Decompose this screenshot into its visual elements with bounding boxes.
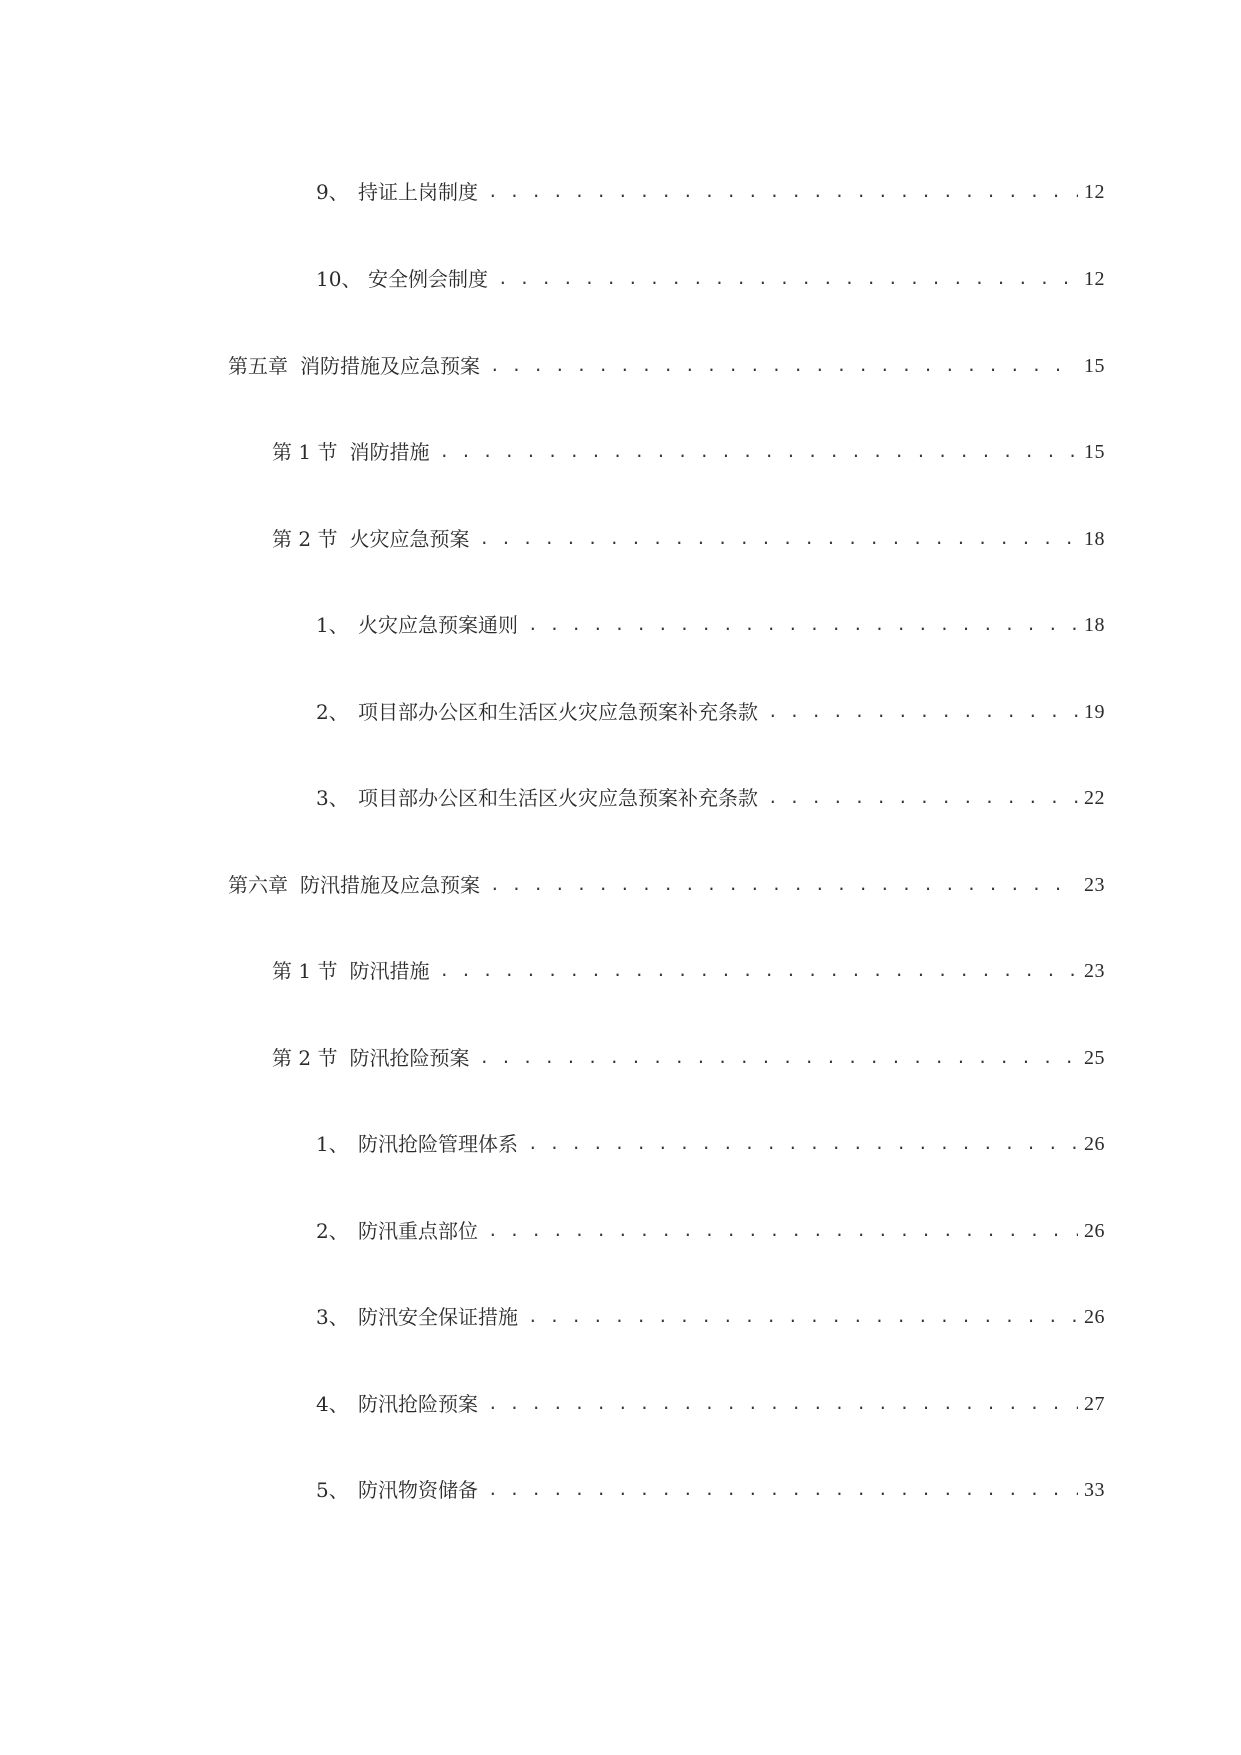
toc-dot-leader <box>488 177 1078 207</box>
toc-dot-leader <box>490 870 1078 900</box>
toc-entry-number: 3、 <box>316 786 349 810</box>
toc-dot-leader <box>439 437 1078 467</box>
toc-entry-number: 9、 <box>316 180 349 204</box>
toc-entry-title: 项目部办公区和生活区火灾应急预案补充条款 <box>358 786 758 810</box>
toc-dot-leader <box>528 1129 1078 1159</box>
toc-entry[interactable] <box>316 1389 1105 1419</box>
toc-entry-number: 第 2 节 <box>272 1046 338 1070</box>
toc-entry-number: 第五章 <box>228 354 288 378</box>
toc-page-number: 27 <box>1084 1393 1105 1415</box>
toc-dot-leader <box>768 697 1078 727</box>
toc-page-number: 26 <box>1084 1306 1105 1328</box>
toc-entry[interactable] <box>316 1216 1105 1246</box>
toc-entry[interactable] <box>272 437 1105 467</box>
toc-entry-number: 第 1 节 <box>272 440 338 464</box>
toc-entry-title: 持证上岗制度 <box>358 180 478 204</box>
toc-entry-number: 3、 <box>316 1305 349 1329</box>
toc-dot-leader <box>490 351 1078 381</box>
toc-page-number: 25 <box>1084 1047 1105 1069</box>
toc-entry-number: 1、 <box>316 1132 349 1156</box>
toc-entry-title: 安全例会制度 <box>368 267 488 291</box>
toc-entry[interactable] <box>316 1129 1105 1159</box>
toc-entry-title: 防汛物资储备 <box>358 1478 478 1502</box>
toc-entry-number: 第六章 <box>228 873 288 897</box>
toc-entry[interactable] <box>316 783 1105 813</box>
toc-entry-number: 2、 <box>316 1219 349 1243</box>
toc-page-number: 18 <box>1084 528 1105 550</box>
toc-entry-number: 4、 <box>316 1392 349 1416</box>
toc-entry-title: 项目部办公区和生活区火灾应急预案补充条款 <box>358 700 758 724</box>
toc-entry[interactable] <box>316 1475 1105 1505</box>
toc-entry[interactable] <box>316 264 1105 294</box>
toc-entry[interactable] <box>272 524 1105 554</box>
toc-entry-title: 防汛安全保证措施 <box>358 1305 518 1329</box>
toc-dot-leader <box>498 264 1078 294</box>
toc-entry-title: 防汛措施及应急预案 <box>300 873 480 897</box>
toc-entry[interactable] <box>316 697 1105 727</box>
toc-page-number: 19 <box>1084 701 1105 723</box>
toc-entry[interactable] <box>316 177 1105 207</box>
toc-entry-title: 火灾应急预案 <box>349 527 470 551</box>
toc-entry-title: 防汛抢险预案 <box>358 1392 478 1416</box>
toc-dot-leader <box>479 1043 1078 1073</box>
toc-page-number: 33 <box>1084 1479 1105 1501</box>
toc-dot-leader <box>768 783 1078 813</box>
toc-entry[interactable] <box>272 956 1105 986</box>
toc-page-number: 23 <box>1084 874 1105 896</box>
toc-entry-title: 防汛措施 <box>349 959 430 983</box>
toc-page-number: 15 <box>1084 441 1105 463</box>
toc-entry-number: 2、 <box>316 700 349 724</box>
toc-page-number: 26 <box>1084 1220 1105 1242</box>
toc-dot-leader <box>488 1216 1078 1246</box>
toc-entry[interactable] <box>228 351 1105 381</box>
toc-entry-title: 消防措施 <box>349 440 430 464</box>
toc-dot-leader <box>479 524 1078 554</box>
toc-entry-title: 防汛抢险预案 <box>349 1046 470 1070</box>
toc-entry-title: 火灾应急预案通则 <box>358 613 518 637</box>
toc-page-number: 12 <box>1084 181 1105 203</box>
toc-entry-number: 第 1 节 <box>272 959 338 983</box>
toc-entry-number: 5、 <box>316 1478 349 1502</box>
toc-dot-leader <box>528 610 1078 640</box>
toc-dot-leader <box>528 1302 1078 1332</box>
toc-page-number: 18 <box>1084 614 1105 636</box>
toc-entry-title: 消防措施及应急预案 <box>300 354 480 378</box>
toc-dot-leader <box>488 1475 1078 1505</box>
toc-entry[interactable] <box>316 1302 1105 1332</box>
toc-entry-number: 1、 <box>316 613 349 637</box>
toc-entry-title: 防汛抢险管理体系 <box>358 1132 518 1156</box>
toc-entry-title: 防汛重点部位 <box>358 1219 478 1243</box>
toc-entry[interactable] <box>228 870 1105 900</box>
toc-page-number: 12 <box>1084 268 1105 290</box>
toc-entry[interactable] <box>272 1043 1105 1073</box>
toc-dot-leader <box>439 956 1078 986</box>
toc-entry[interactable] <box>316 610 1105 640</box>
toc-page-number: 22 <box>1084 787 1105 809</box>
toc-page-number: 23 <box>1084 960 1105 982</box>
toc-entry-number: 10、 <box>316 267 362 291</box>
toc-entry-number: 第 2 节 <box>272 527 338 551</box>
toc-dot-leader <box>488 1389 1078 1419</box>
toc-page-number: 15 <box>1084 355 1105 377</box>
toc-page-number: 26 <box>1084 1133 1105 1155</box>
